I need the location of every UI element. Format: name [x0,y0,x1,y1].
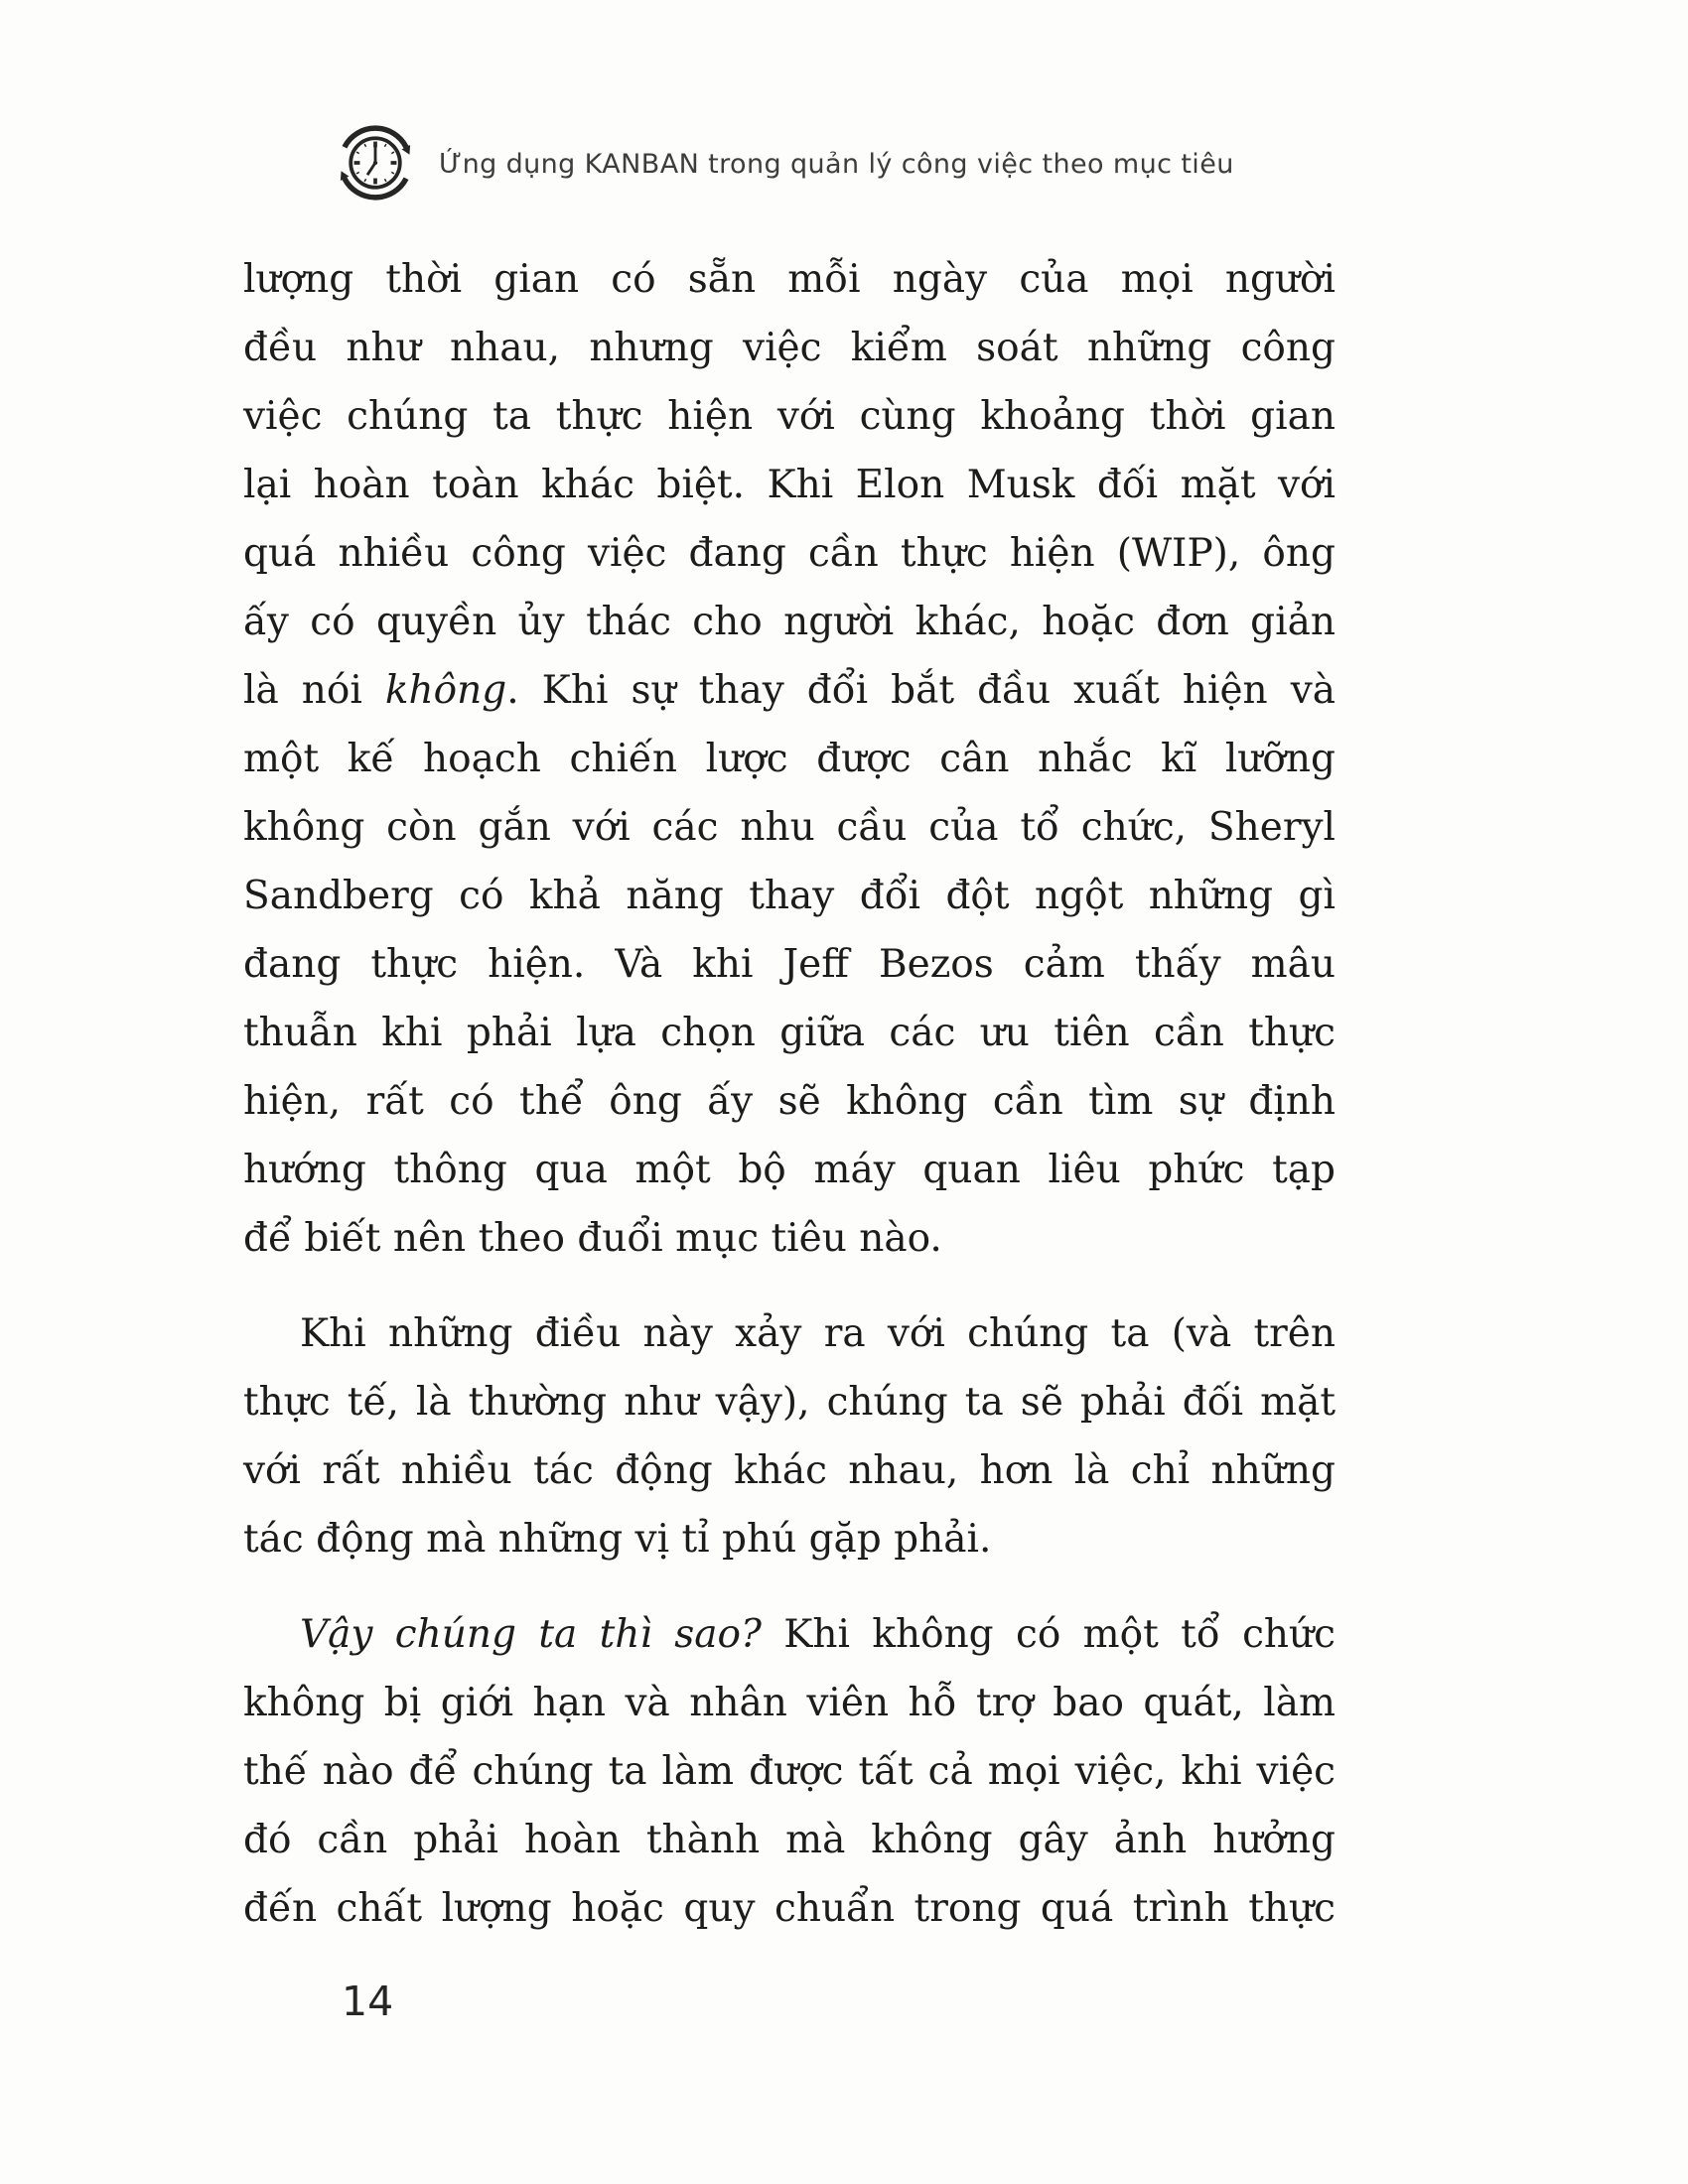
text-segment: đang thực hiện. Và khi Jeff Bezos cảm thấy mâu [243,942,1336,987]
text-segment: việc chúng ta thực hiện với cùng khoảng thời gian [243,394,1336,439]
text-segment: không còn gắn với các nhu cầu của tổ chức, Sheryl [243,805,1336,850]
text-line [243,1874,1336,1943]
text-segment: . Khi sự thay đổi bắt đầu xuất hiện và [506,668,1336,713]
text-line [243,1669,1336,1737]
text-segment: đến chất lượng hoặc quy chuẩn trong quá trình thực [243,1886,1336,1931]
text-segment: thuẫn khi phải lựa chọn giữa các ưu tiên cần thực [243,1011,1336,1055]
text-segment: hướng thông qua một bộ máy quan liêu phức tạp [243,1148,1336,1192]
text-line [243,1299,1336,1368]
text-line [243,656,1336,725]
text-line [243,1204,1336,1273]
text-line [243,1737,1336,1806]
page-header [334,121,1234,205]
text-segment: thực tế, là thường như vậy), chúng ta sẽ phải đối mặt [243,1380,1336,1425]
text-segment: lượng thời gian có sẵn mỗi ngày của mọi người [243,257,1336,302]
text-line [243,862,1336,930]
text-line [243,1600,1336,1669]
text-line [243,314,1336,382]
text-segment: không bị giới hạn và nhân viên hỗ trợ bao quát, làm [243,1681,1336,1725]
text-segment: Sandberg có khả năng thay đổi đột ngột những gì [243,874,1336,918]
header-title: Ứng dụng KANBAN trong quản lý công việc theo mục tiêu [439,148,1234,180]
text-segment: với rất nhiều tác động khác nhau, hơn là chỉ những [243,1448,1336,1493]
text-line [243,451,1336,519]
paragraph [243,245,1336,1273]
text-line [243,519,1336,588]
italic-text: Vậy chúng ta thì sao? [300,1612,762,1657]
text-segment: quá nhiều công việc đang cần thực hiện (WIP), ông [243,531,1336,576]
text-line [243,1436,1336,1505]
text-segment: lại hoàn toàn khác biệt. Khi Elon Musk đối mặt với [243,463,1336,507]
text-line [243,999,1336,1067]
paragraph [243,1600,1336,1943]
text-line [243,382,1336,451]
text-line [243,725,1336,793]
text-segment: là nói [243,668,385,713]
text-segment: Khi những điều này xảy ra với chúng ta (và trên [300,1311,1336,1356]
text-segment: đó cần phải hoàn thành mà không gây ảnh hưởng [243,1818,1336,1862]
text-line [243,1136,1336,1204]
text-segment: một kế hoạch chiến lược được cân nhắc kĩ lưỡng [243,737,1336,781]
text-line [243,245,1336,314]
text-segment: thế nào để chúng ta làm được tất cả mọi việc, khi việc [243,1749,1336,1794]
text-line [243,588,1336,656]
text-segment: Khi không có một tổ chức [761,1612,1336,1657]
text-line [243,1505,1336,1573]
page-number: 14 [342,1978,394,2025]
paragraph [243,1299,1336,1573]
text-segment: để biết nên theo đuổi mục tiêu nào. [243,1216,942,1261]
text-line [243,930,1336,999]
italic-text: không [384,668,507,713]
text-line [243,1368,1336,1436]
text-segment: tác động mà những vị tỉ phú gặp phải. [243,1517,992,1562]
text-segment: hiện, rất có thể ông ấy sẽ không cần tìm sự định [243,1079,1336,1124]
clock-refresh-icon [334,121,417,205]
text-segment: ấy có quyền ủy thác cho người khác, hoặc đơn giản [243,600,1336,644]
text-line [243,1067,1336,1136]
text-line [243,1806,1336,1874]
text-line [243,793,1336,862]
text-segment: đều như nhau, nhưng việc kiểm soát những công [243,326,1336,370]
body-text [243,245,1336,1943]
